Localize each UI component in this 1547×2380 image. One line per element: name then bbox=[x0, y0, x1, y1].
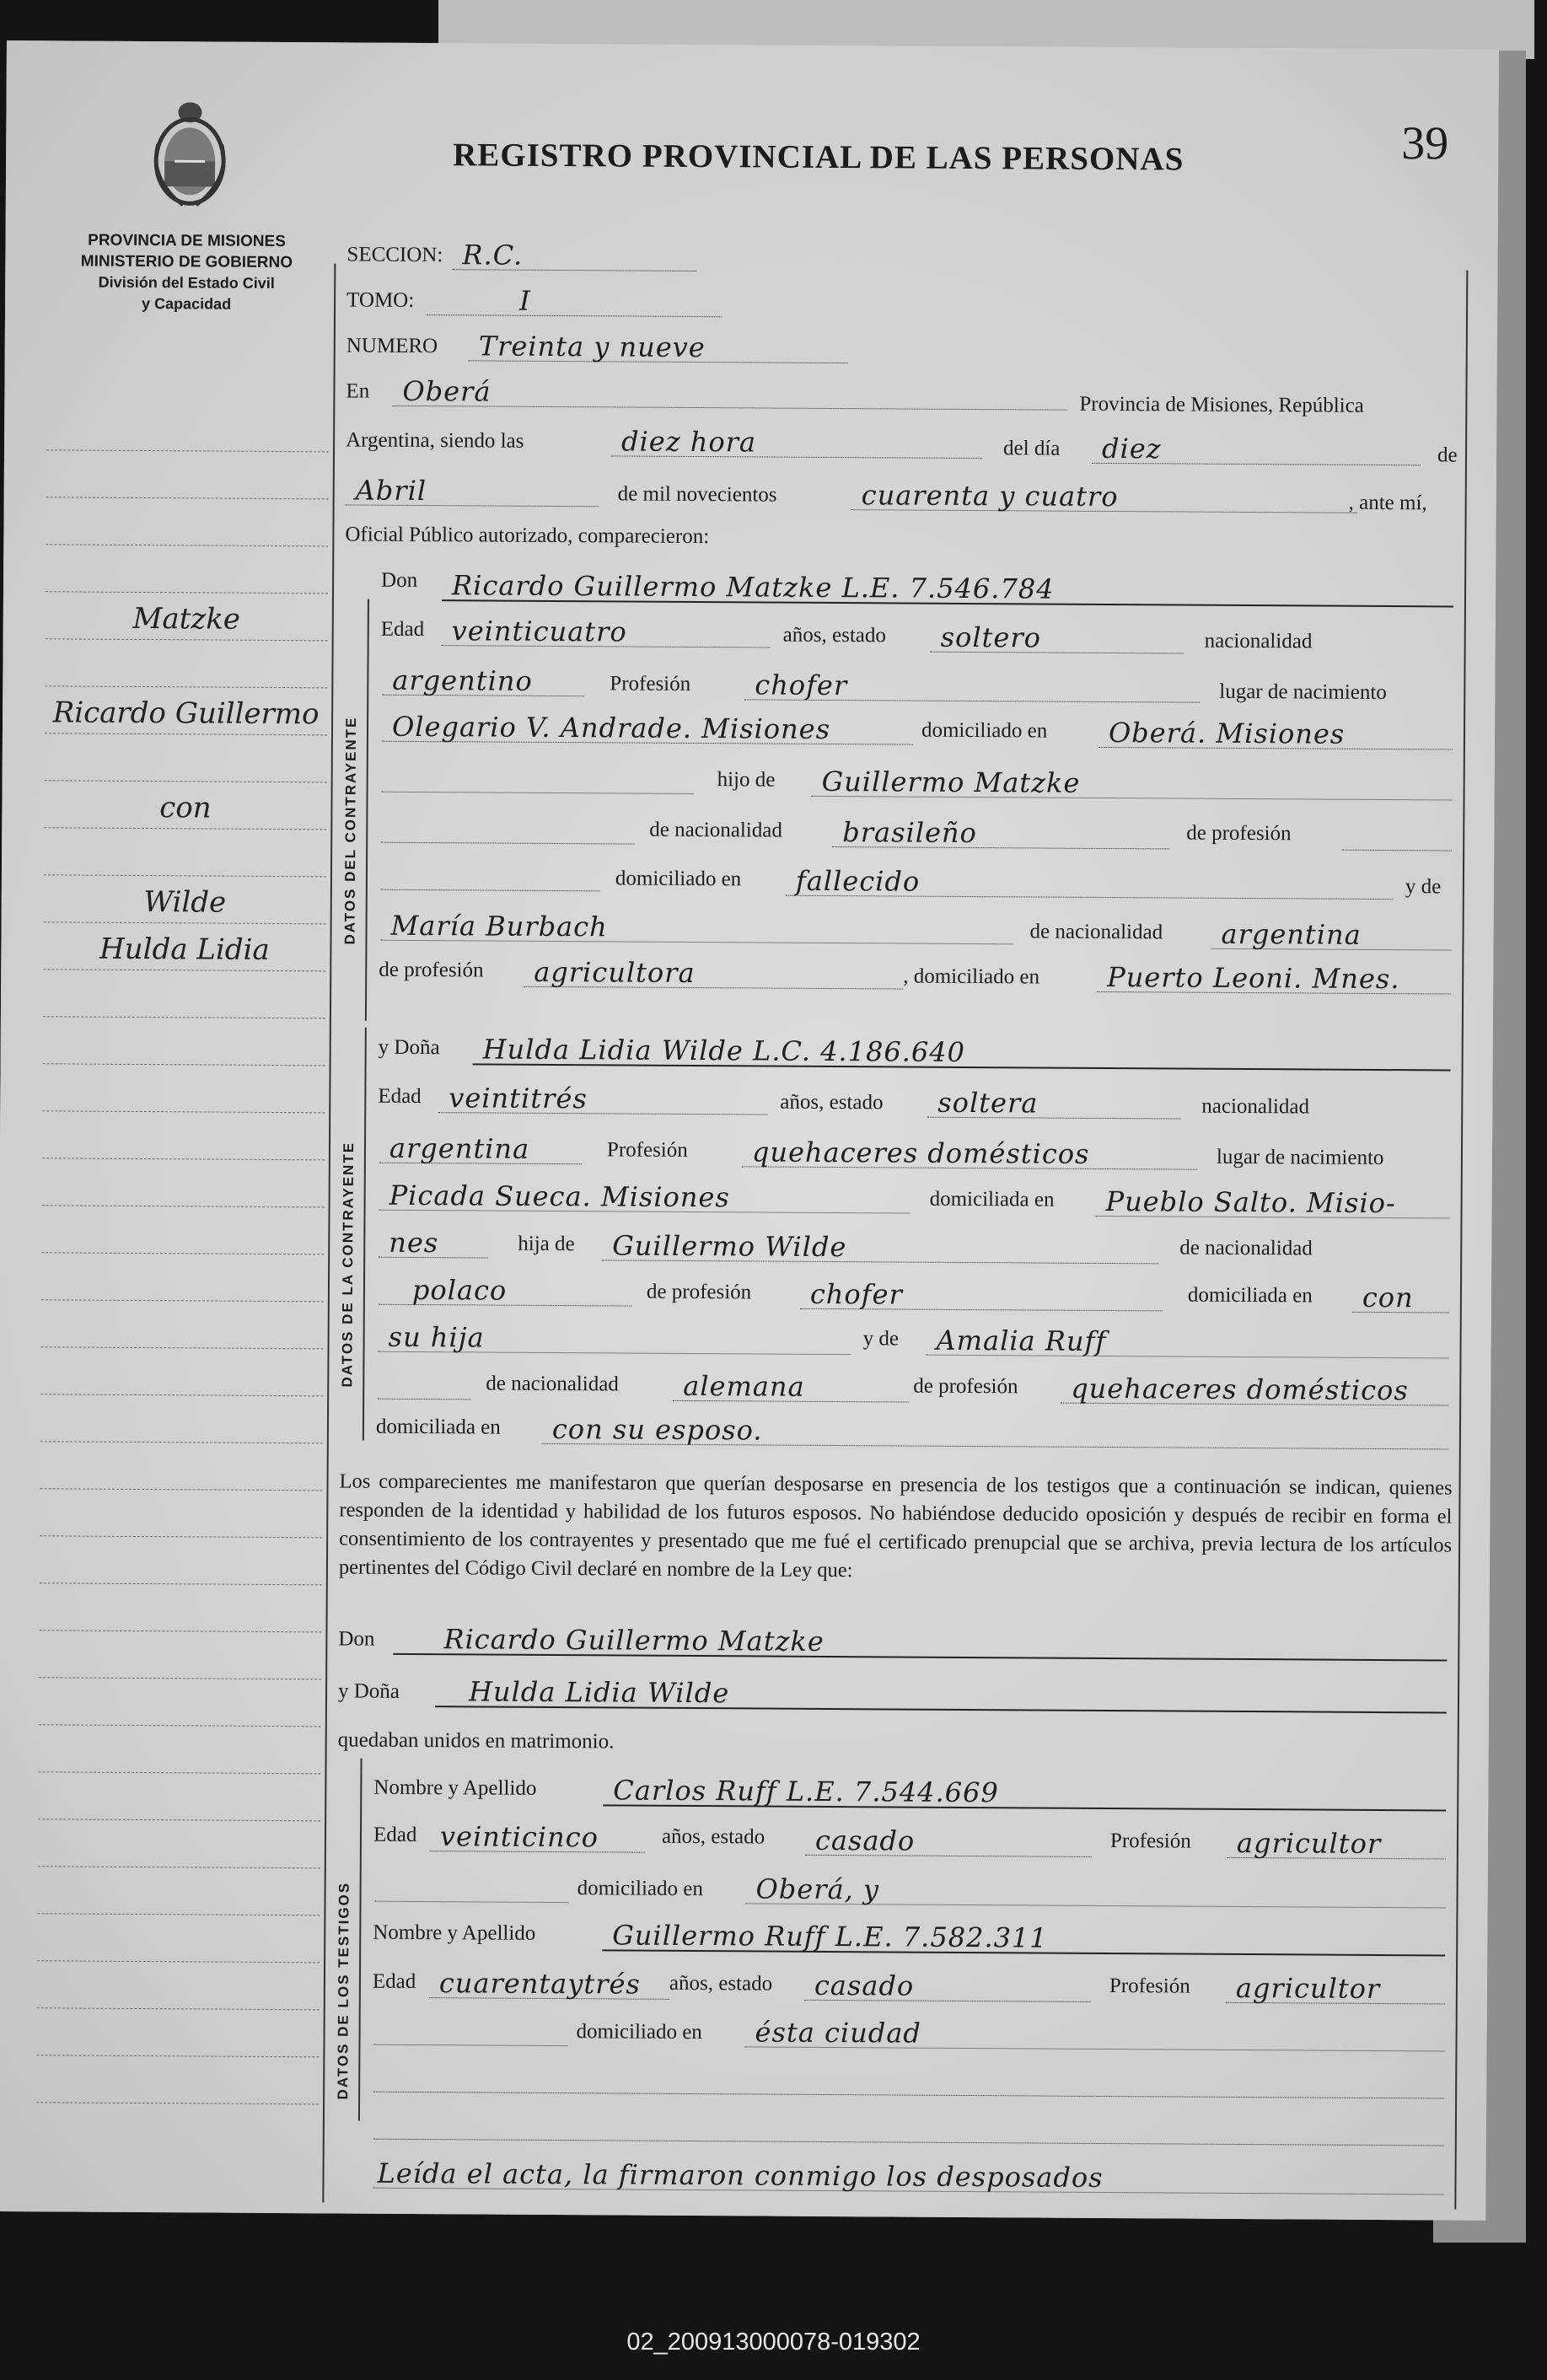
field-anio: cuarenta y cuatro bbox=[851, 477, 1357, 513]
label-de-profesion-4: de profesión bbox=[913, 1374, 1018, 1399]
field-don-final: Ricardo Guillermo Matzke bbox=[393, 1621, 1447, 1662]
field-testigo1-nombre: Carlos Ruff L.E. 7.544.669 bbox=[603, 1772, 1446, 1811]
field-testigo2-dom: ésta ciudad bbox=[744, 2014, 1444, 2051]
label-numero: NUMERO bbox=[346, 334, 438, 358]
label-y-dona: y Doña bbox=[378, 1035, 440, 1060]
field-padre-nac: brasileño bbox=[832, 814, 1169, 849]
margin-surname: Matzke bbox=[132, 601, 241, 637]
field-testigo2-nombre: Guillermo Ruff L.E. 7.582.311 bbox=[602, 1917, 1445, 1956]
field-madre-prof: agricultora bbox=[524, 954, 903, 990]
label-de-nacionalidad: de nacionalidad bbox=[649, 818, 782, 842]
label-profesion: Profesión bbox=[610, 672, 691, 696]
field-testigo1-dom: Oberá, y bbox=[746, 1871, 1446, 1908]
field-novia-prof: quehaceres domésticos bbox=[742, 1134, 1197, 1169]
label-domiciliado-2: domiciliado en bbox=[615, 867, 742, 891]
ministry-line: y Capacidad bbox=[142, 294, 232, 313]
field-padre-dom: fallecido bbox=[786, 863, 1393, 900]
margin-notes bbox=[36, 403, 329, 2104]
label-profesion-2: Profesión bbox=[606, 1138, 688, 1162]
document-title: REGISTRO PROVINCIAL DE LAS PERSONAS bbox=[453, 137, 1184, 178]
field-novio-dom: Oberá. Misiones bbox=[1098, 715, 1453, 750]
field-testigo2-edad: cuarentaytrés bbox=[429, 1965, 669, 2000]
field-novio: Ricardo Guillermo Matzke L.E. 7.546.784 bbox=[442, 567, 1453, 607]
section-label-testigos: DATOS DE LOS TESTIGOS bbox=[335, 1881, 352, 2100]
label-de-nacionalidad-2: de nacionalidad bbox=[1029, 920, 1163, 944]
field-novia-dom-cont: nes bbox=[379, 1225, 488, 1259]
field-novia-edad: veintitrés bbox=[438, 1080, 767, 1115]
label-oficial: Oficial Público autorizado, comparecieron: bbox=[345, 523, 710, 549]
label-de-nacionalidad-4: de nacionalidad bbox=[486, 1372, 619, 1396]
declaration-paragraph: Los comparecientes me manifestaron que querían desposarse en presencia de los testigos que a continuación se indican, quienes responden de la identidad y habilidad de los futuros esposos. No habiéndose deducido oposición y después de recibir en forma el consentimiento de los contrayentes y presentado que me fué el certificado prenupcial que se archiva, previa lectura de los artículos pertinentes del Código Civil declaré en nombre de la Ley que: bbox=[338, 1469, 1453, 1582]
field-novia-nac: argentina bbox=[379, 1131, 582, 1164]
label-nacionalidad-2: nacionalidad bbox=[1201, 1094, 1310, 1119]
label-provincia: Provincia de Misiones, República bbox=[1079, 392, 1364, 417]
label-dona-final: y Doña bbox=[337, 1679, 400, 1703]
ministry-block bbox=[39, 229, 335, 315]
field-novio-padre: Guillermo Matzke bbox=[812, 764, 1453, 801]
field-novia-madre: Amalia Ruff bbox=[926, 1323, 1448, 1359]
margin-con: con bbox=[159, 791, 212, 825]
field-novio-edad: veinticuatro bbox=[442, 613, 771, 647]
margin-given-names: Ricardo Guillermo bbox=[52, 696, 320, 732]
field-dona-final: Hulda Lidia Wilde bbox=[435, 1674, 1447, 1713]
section-label-contrayente: DATOS DEL CONTRAYENTE bbox=[341, 716, 360, 945]
label-ante-mi: , ante mí, bbox=[1348, 491, 1427, 515]
field-novia-lugar: Picada Sueca. Misiones bbox=[379, 1178, 910, 1214]
label-de-profesion-3: de profesión bbox=[646, 1280, 752, 1304]
label-domiciliada-3: domiciliada en bbox=[375, 1415, 501, 1439]
label-de-nacionalidad-3: de nacionalidad bbox=[1179, 1236, 1313, 1260]
field-novia-dom: Pueblo Salto. Misio- bbox=[1096, 1184, 1450, 1219]
label-estado: años, estado bbox=[782, 623, 886, 647]
margin-given-names-2: Hulda Lidia bbox=[99, 932, 270, 967]
right-rule bbox=[1454, 271, 1468, 2210]
field-novia: Hulda Lidia Wilde L.C. 4.186.640 bbox=[473, 1031, 1451, 1071]
label-nombre-1: Nombre y Apellido bbox=[373, 1776, 537, 1800]
field-testigo1-prof: agricultor bbox=[1227, 1825, 1446, 1860]
registry-page bbox=[0, 40, 1499, 2221]
field-npadre-dom: con bbox=[1352, 1280, 1449, 1314]
folio-number: 39 bbox=[1401, 117, 1449, 170]
field-novia-estado: soltera bbox=[927, 1085, 1180, 1120]
label-domiciliado-comma: , domiciliado en bbox=[903, 964, 1040, 989]
field-nmadre-nac: alemana bbox=[673, 1368, 909, 1403]
label-edad-t1: Edad bbox=[373, 1823, 417, 1847]
label-hijo-de: hijo de bbox=[717, 768, 776, 792]
label-de-profesion-2: de profesión bbox=[379, 958, 484, 982]
label-domiciliado-t1: domiciliado en bbox=[577, 1877, 703, 1901]
label-argentina: Argentina, siendo las bbox=[346, 428, 524, 453]
field-testigo1-edad: veinticinco bbox=[430, 1819, 645, 1853]
field-npadre-nac: polaco bbox=[379, 1272, 631, 1307]
label-profesion-t2: Profesión bbox=[1109, 1974, 1190, 1998]
field-novio-lugar: Olegario V. Andrade. Misiones bbox=[382, 709, 913, 745]
label-edad-t2: Edad bbox=[372, 1969, 416, 1994]
field-numero: Treinta y nueve bbox=[469, 328, 848, 363]
field-nmadre-prof: quehaceres domésticos bbox=[1061, 1371, 1448, 1406]
label-lugar-nac: lugar de nacimiento bbox=[1219, 680, 1387, 705]
ministry-line: División del Estado Civil bbox=[98, 273, 275, 292]
label-en: En bbox=[346, 379, 370, 403]
section-label-contrayente-f: DATOS DE LA CONTRAYENTE bbox=[339, 1141, 357, 1388]
field-testigo2-estado: casado bbox=[804, 1968, 1091, 2002]
label-de: de bbox=[1437, 443, 1458, 467]
label-profesion-t1: Profesión bbox=[1109, 1829, 1191, 1853]
label-quedaban: quedaban unidos en matrimonio. bbox=[337, 1728, 615, 1754]
label-del-dia: del día bbox=[1002, 437, 1061, 460]
label-lugar-nac-2: lugar de nacimiento bbox=[1216, 1145, 1384, 1170]
label-estado-t2: años, estado bbox=[669, 1971, 773, 1996]
field-novia-padre: Guillermo Wilde bbox=[602, 1228, 1158, 1264]
field-novio-nac: argentino bbox=[382, 663, 584, 696]
coat-of-arms-icon bbox=[149, 94, 231, 212]
label-de-mil: de mil novecientos bbox=[617, 482, 777, 507]
label-estado-2: años, estado bbox=[780, 1090, 884, 1115]
field-npadre-dom-cont: su hija bbox=[379, 1319, 851, 1355]
field-nmadre-dom: con su esposo. bbox=[542, 1411, 1448, 1450]
label-nombre-2: Nombre y Apellido bbox=[373, 1921, 536, 1945]
field-novio-prof: chofer bbox=[744, 667, 1200, 702]
field-novio-estado: soltero bbox=[931, 620, 1184, 654]
label-edad-2: Edad bbox=[378, 1084, 422, 1109]
label-nacionalidad: nacionalidad bbox=[1204, 629, 1313, 653]
label-seccion: SECCION: bbox=[346, 243, 443, 267]
field-testigo2-prof: agricultor bbox=[1226, 1970, 1445, 2005]
label-y-de: y de bbox=[1405, 875, 1442, 899]
field-dia: diez bbox=[1092, 431, 1421, 465]
label-y-de-2: y de bbox=[862, 1327, 900, 1351]
field-npadre-prof: chofer bbox=[800, 1276, 1163, 1312]
label-domiciliado: domiciliado en bbox=[921, 718, 1048, 743]
ministry-line: MINISTERIO DE GOBIERNO bbox=[80, 252, 293, 272]
label-domiciliada-2: domiciliada en bbox=[1187, 1283, 1313, 1308]
field-lugar: Oberá bbox=[392, 373, 1066, 411]
field-mes: Abril bbox=[346, 472, 599, 507]
label-don-final: Don bbox=[338, 1627, 375, 1651]
field-cierre: Leída el acta, la firmaron conmigo los desposados bbox=[373, 2156, 1443, 2195]
field-seccion: R.C. bbox=[452, 237, 696, 271]
margin-surname-2: Wilde bbox=[143, 885, 227, 920]
label-de-profesion: de profesión bbox=[1186, 821, 1292, 846]
field-madre-nac: argentina bbox=[1211, 916, 1451, 951]
label-don: Don bbox=[381, 568, 418, 592]
scan-filename: 02_200913000078-019302 bbox=[626, 2329, 921, 2356]
field-novio-madre: María Burbach bbox=[380, 908, 1013, 945]
label-domiciliada: domiciliada en bbox=[929, 1187, 1055, 1211]
ministry-line: PROVINCIA DE MISIONES bbox=[88, 231, 286, 251]
field-madre-dom: Puerto Leoni. Mnes. bbox=[1097, 959, 1451, 995]
field-testigo1-estado: casado bbox=[805, 1823, 1092, 1857]
label-tomo: TOMO: bbox=[346, 288, 415, 312]
field-hora: diez hora bbox=[611, 423, 982, 459]
label-domiciliado-t2: domiciliado en bbox=[576, 2020, 702, 2044]
label-edad: Edad bbox=[380, 617, 425, 642]
label-hija-de: hija de bbox=[518, 1232, 575, 1256]
label-estado-t1: años, estado bbox=[661, 1824, 765, 1849]
field-tomo: I bbox=[427, 282, 722, 317]
